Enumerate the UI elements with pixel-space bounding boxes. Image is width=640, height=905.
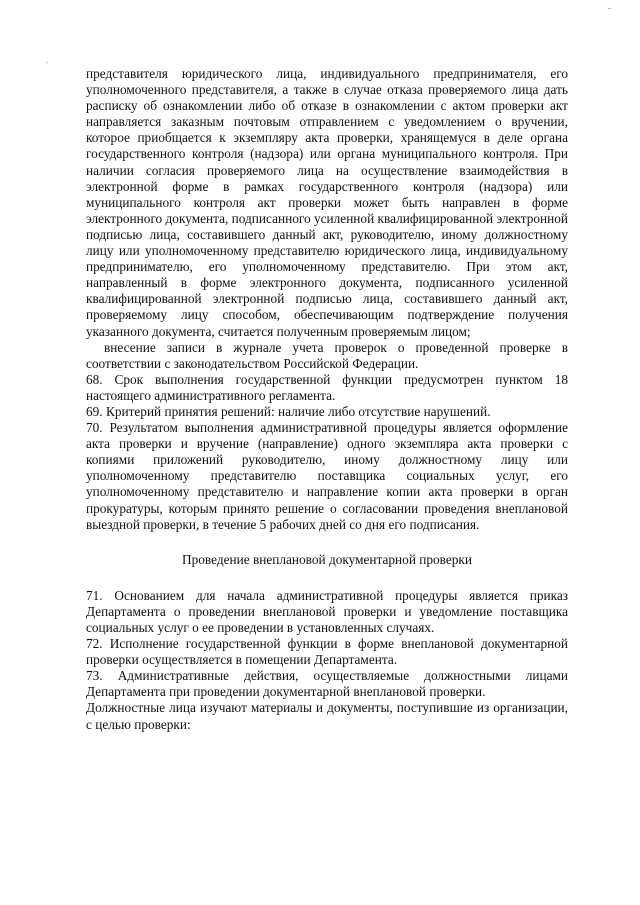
paragraph-69: 69. Критерий принятия решений: наличие либо отсутствие нарушений. [86,403,491,419]
paragraph-70: 70. Результатом выполнения административной процедуры является оформление акта проверки и вручение (направление) одного экземпляра акта проверки с копиями приложений руководителю, иному должностному лицу или уполномоченному представителю поставщика социальных услуг, его уполномоченному представителю и направление копии акта проверки в орган прокуратуры, которым принято решение о согласовании проведения внеплановой выездной проверки, в течение 5 рабочих дней со дня его подписания. [86,420,568,532]
paragraph-journal-entry: внесение записи в журнале учета проверок о проведенной проверке в соответствии с законодательством Российской Федерации. [86,339,568,371]
section-heading: Проведение внеплановой документарной проверки [182,551,472,567]
scan-mark-corner [608,8,611,9]
paragraph-71: 71. Основанием для начала административной процедуры является приказ Департамента о проведении внеплановой проверки и уведомление поставщика социальных услуг о ее проведении в установленных случаях. [86,587,568,635]
paragraph-68: 68. Срок выполнения государственной функции предусмотрен пунктом 18 настоящего административного регламента. [86,371,568,403]
paragraph-act-delivery: представителя юридического лица, индивидуального предпринимателя, его уполномоченного представителя, а также в случае отказа проверяемого лица дать расписку об ознакомлении либо об отказе в ознакомлении с актом проверки акт направляется заказным почтовым отправлением с уведомлением о вручении, которое приобщается к экземпляру акта проверки, хранящемуся в деле органа государственного контроля (надзора) или органа муниципального контроля. При наличии согласия проверяемого лица на осуществление взаимодействия в электронной форме в рамках государственного контроля (надзора) или муниципального контроля акт проверки может быть направлен в форме электронного документа, подписанного усиленной квалифицированной электронной подписью лица, составившего данный акт, руководителю, иному должностному лицу или уполномоченному представителю юридического лица, индивидуальному предпринимателю, его уполномоченному представителю. При этом акт, направленный в форме электронного документа, подписанного усиленной квалифицированной электронной подписью лица, составившего данный акт, проверяемому лицу способом, обеспечивающим подтверждение получения указанного документа, считается полученным проверяемым лицом; [86,66,568,339]
paragraph-officials: Должностные лица изучают материалы и документы, поступившие из организации, с целью проверки: [86,700,568,732]
paragraph-72: 72. Исполнение государственной функции в форме внеплановой документарной проверки осуществляется в помещении Департамента. [86,636,568,668]
paragraph-73: 73. Административные действия, осуществляемые должностными лицами Департамента при проведении документарной внеплановой проверки. [86,668,568,700]
document-body [86,66,568,733]
scan-mark [46,62,48,63]
